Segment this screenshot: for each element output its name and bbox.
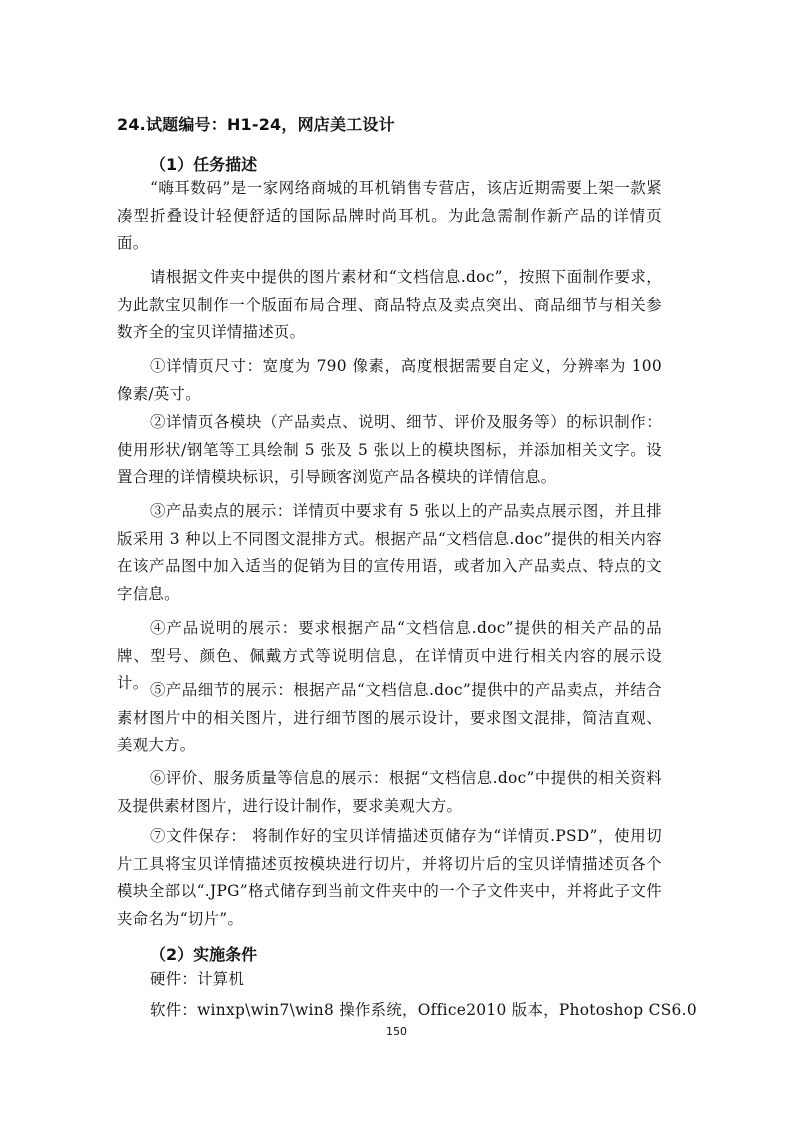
paragraph-intro: “嗨耳数码”是一家网络商城的耳机销售专营店，该店近期需要上架一款紧凑型折叠设计轻便舒适的国际品牌时尚耳机。为此急需制作新产品的详情页面。 xyxy=(117,179,662,252)
paragraph-item-6: ⑥评价、服务质量等信息的展示：根据“文档信息.doc”中提供的相关资料及提供素材图片，进行设计制作，要求美观大方。 xyxy=(117,769,662,815)
paragraph-item-7: ⑦文件保存： 将制作好的宝贝详情描述页储存为“详情页.PSD”，使用切片工具将宝贝详情描述页按模块进行切片，并将切片后的宝贝详情描述页各个模块全部以“.JPG”格式储存到当前文件夹中的一个子文件夹中，并将此子文件夹命名为“切片”。 xyxy=(117,827,662,928)
section-heading-task: （1）任务描述 xyxy=(150,155,258,174)
hardware-line: 硬件：计算机 xyxy=(150,970,245,988)
section-heading-conditions: （2）实施条件 xyxy=(150,945,258,964)
page-number: 150 xyxy=(386,1025,407,1038)
software-line: 软件：winxp\win7\win8 操作系统，Office2010 版本，Photoshop CS6.0 xyxy=(150,1001,697,1019)
paragraph-item-3: ③产品卖点的展示：详情页中要求有 5 张以上的产品卖点展示图，并且排版采用 3 种以上不同图文混排方式。根据产品“文档信息.doc”提供的相关内容在该产品图中加入适当的促销为目的宣传用语，或者加入产品卖点、特点的文字信息。 xyxy=(117,502,662,603)
paragraph-requirements: 请根据文件夹中提供的图片素材和“文档信息.doc”，按照下面制作要求，为此款宝贝制作一个版面布局合理、商品特点及卖点突出、商品细节与相关参数齐全的宝贝详情描述页。 xyxy=(117,268,662,341)
paragraph-item-5: ⑤产品细节的展示：根据产品“文档信息.doc”提供中的产品卖点，并结合素材图片中的相关图片，进行细节图的展示设计，要求图文混排，简洁直观、美观大方。 xyxy=(117,681,662,754)
paragraph-item-4: ④产品说明的展示：要求根据产品“文档信息.doc”提供的相关产品的品牌、型号、颜色、佩戴方式等说明信息，在详情页中进行相关内容的展示设计。 xyxy=(117,619,662,692)
question-title: 24.试题编号：H1-24，网店美工设计 xyxy=(117,115,395,134)
paragraph-item-2: ②详情页各模块（产品卖点、说明、细节、评价及服务等）的标识制作：使用形状/钢笔等工具绘制 5 张及 5 张以上的模块图标，并添加相关文字。设置合理的详情模块标识，引导顾客浏览产品各模块的详情信息。 xyxy=(117,413,662,486)
paragraph-item-1: ①详情页尺寸：宽度为 790 像素，高度根据需要自定义，分辨率为 100 像素/英寸。 xyxy=(117,357,662,403)
